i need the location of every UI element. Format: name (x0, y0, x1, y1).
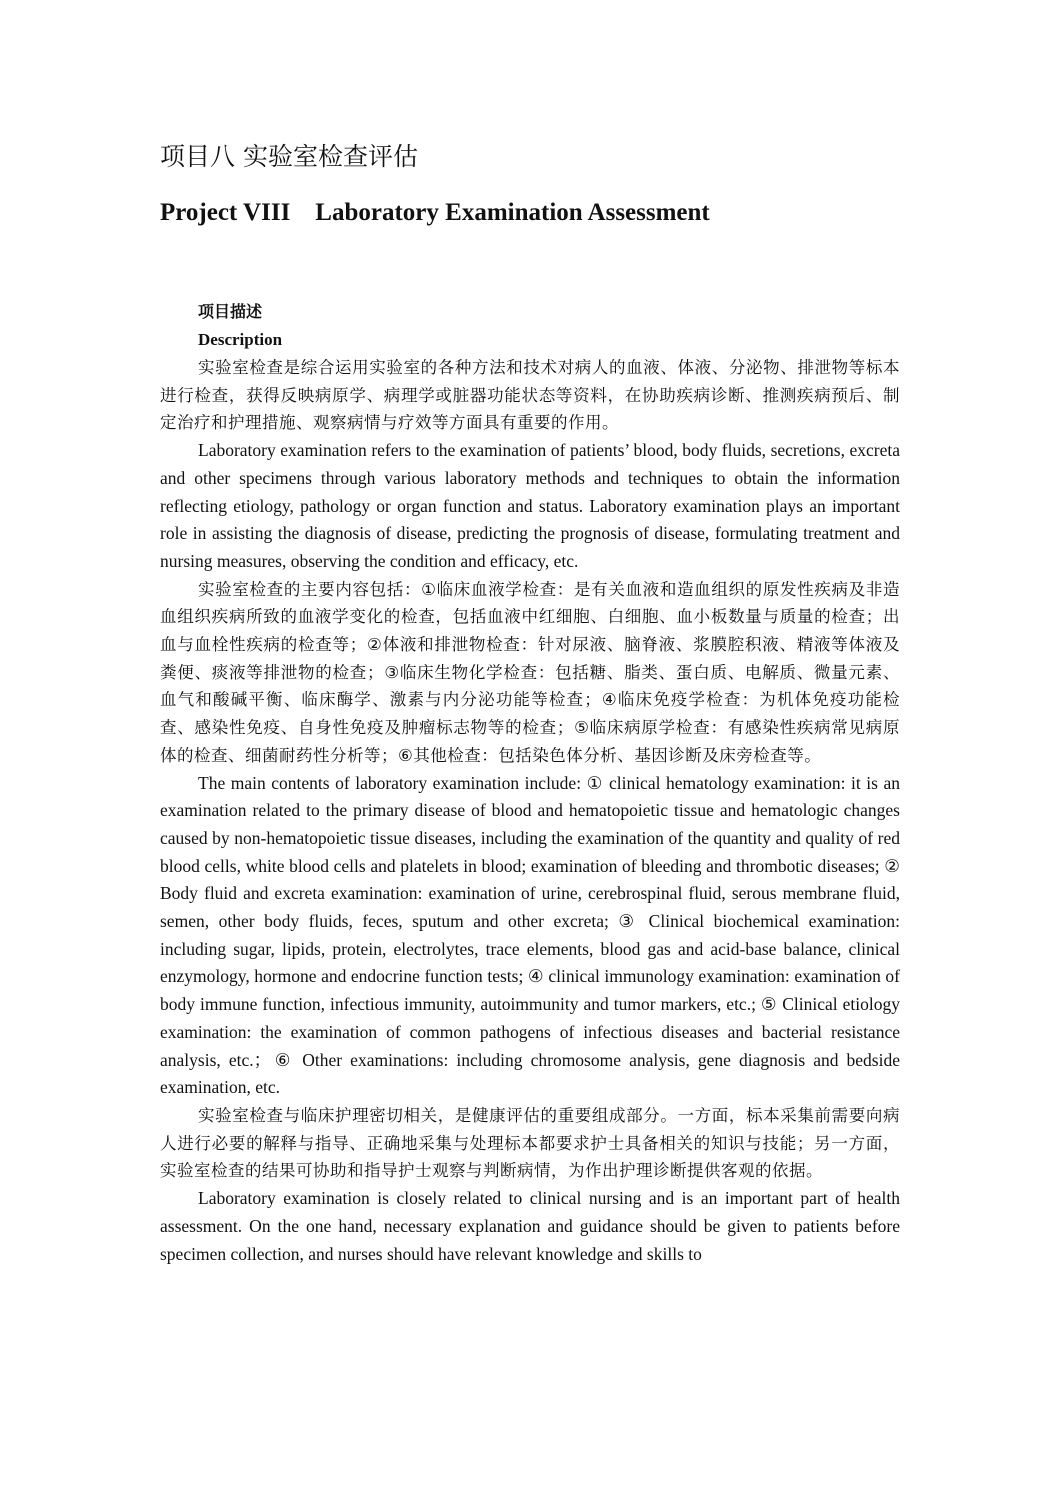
paragraph-nursing-chinese: 实验室检查与临床护理密切相关，是健康评估的重要组成部分。一方面，标本采集前需要向病人进行必要的解释与指导、正确地采集与处理标本都要求护士具备相关的知识与技能；另一方面，实验室检查的结果可协助和指导护士观察与判断病情，为作出护理诊断提供客观的依据。 (160, 1105, 900, 1181)
section-heading-english: Description (198, 330, 283, 349)
paragraph-intro-chinese: 实验室检查是综合运用实验室的各种方法和技术对病人的血液、体液、分泌物、排泄物等标本进行检查，获得反映病原学、病理学或脏器功能状态等资料，在协助疾病诊断、推测疾病预后、制定治疗和护理措施、观察病情与疗效等方面具有重要的作用。 (160, 358, 900, 433)
section-heading-chinese: 项目描述 (198, 302, 263, 321)
document-page (160, 140, 900, 1268)
paragraph-contents-chinese: 实验室检查的主要内容包括：①临床血液学检查：是有关血液和造血组织的原发性疾病及非造血组织疾病所致的血液学变化的检查，包括血液中红细胞、白细胞、血小板数量与质量的检查；出血与血栓性疾病的检查等；②体液和排泄物检查：针对尿液、脑脊液、浆膜腔积液、精液等体液及粪便、痰液等排泄物的检查；③临床生物化学检查：包括糖、脂类、蛋白质、电解质、微量元素、血气和酸碱平衡、临床酶学、激素与内分泌功能等检查；④临床免疫学检查：为机体免疫功能检查、感染性免疫、自身性免疫及肿瘤标志物等的检查；⑤临床病原学检查：有感染性疾病常见病原体的检查、细菌耐药性分析等；⑥其他检查：包括染色体分析、基因诊断及床旁检查等。 (160, 579, 900, 765)
project-title-chinese: 项目八 实验室检查评估 (160, 142, 418, 171)
paragraph-nursing-english: Laboratory examination is closely related to clinical nursing and is an important part of health assessment. On the one hand, necessary explanation and guidance should be given to patients before specimen collection, and nurses should have relevant knowledge and skills to (160, 1188, 900, 1264)
paragraph-contents-english: The main contents of laboratory examination include: ① clinical hematology examination: it is an examination related to the primary disease of blood and hematopoietic tissue and hematologic changes caused by non-hematopoietic tissue diseases, including the examination of the quantity and quality of red blood cells, white blood cells and platelets in blood; examination of bleeding and thrombotic diseases; ② Body fluid and excreta examination: examination of urine, cerebrospinal fluid, serous membrane fluid, semen, other body fluids, feces, sputum and other excreta; ③ Clinical biochemical examination: including sugar, lipids, protein, electrolytes, trace elements, blood gas and acid-base balance, clinical enzymology, hormone and endocrine function tests; ④ clinical immunology examination: examination of body immune function, infectious immunity, autoimmunity and tumor markers, etc.; ⑤ Clinical etiology examination: the examination of common pathogens of infectious diseases and bacterial resistance analysis, etc.；⑥ Other examinations: including chromosome analysis, gene diagnosis and bedside examination, etc. (160, 772, 900, 1098)
paragraph-intro-english: Laboratory examination refers to the examination of patients’ blood, body fluids, secretions, excreta and other specimens through various laboratory methods and techniques to obtain the information reflecting etiology, pathology or organ function and status. Laboratory examination plays an important role in assisting the diagnosis of disease, predicting the prognosis of disease, formulating treatment and nursing measures, observing the condition and efficacy, etc. (160, 440, 900, 571)
project-title-english: Project VIII Laboratory Examination Assessment (160, 199, 710, 226)
